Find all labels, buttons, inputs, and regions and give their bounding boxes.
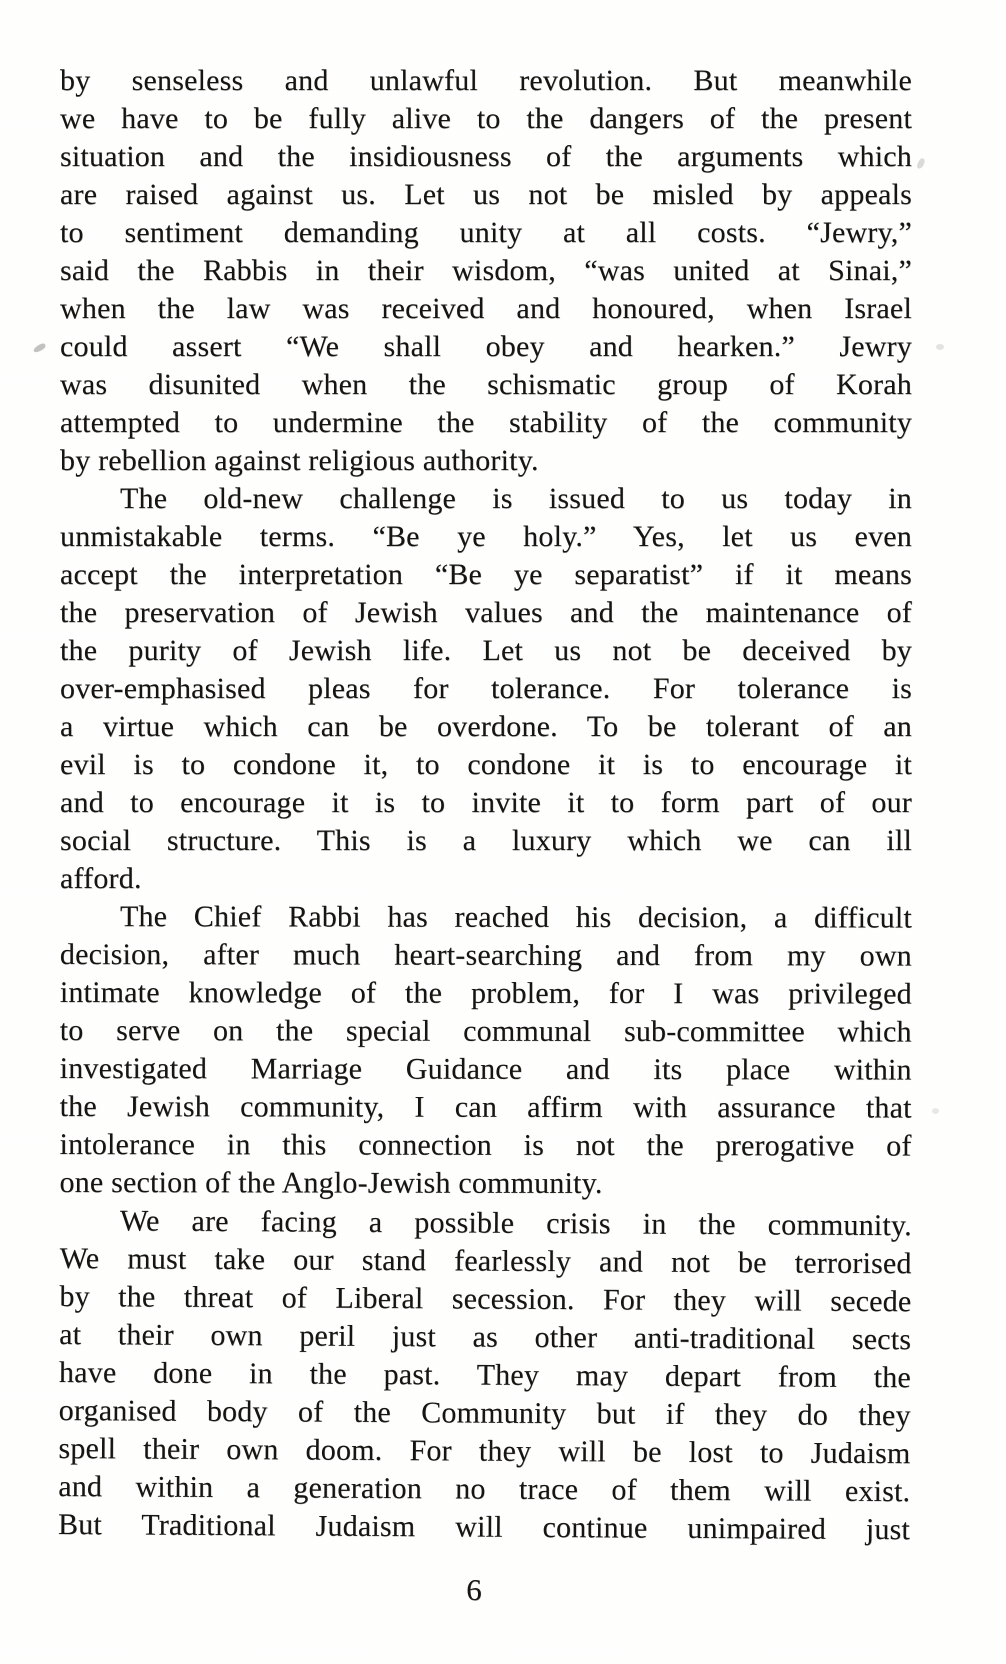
paragraph: [58, 1202, 912, 1549]
text-line: over-emphasised pleas for tolerance. For tolerance is: [60, 672, 912, 705]
text-line: The old-new challenge is issued to us today in: [120, 482, 912, 515]
text-line: we have to be fully alive to the dangers of the present: [60, 102, 912, 135]
text-line: decision, after much heart-searching and from my own: [59, 937, 912, 973]
text-line: organised body of the Community but if they do they: [58, 1393, 911, 1433]
text-line: was disunited when the schismatic group of Korah: [60, 368, 912, 401]
text-line: could assert “We shall obey and hearken.” Jewry: [60, 330, 912, 363]
text-line: situation and the insidiousness of the arguments which: [60, 140, 912, 173]
paragraph: [60, 62, 912, 480]
text-line: We must take our stand fearlessly and not be terrorised: [59, 1241, 912, 1281]
page-number: 6: [466, 1572, 482, 1607]
text-line: the preservation of Jewish values and the maintenance of: [60, 596, 912, 629]
text-line: said the Rabbis in their wisdom, “was united at Sinai,”: [60, 254, 912, 287]
text-line: a virtue which can be overdone. To be tolerant of an: [60, 710, 912, 743]
scan-speck: [916, 157, 926, 169]
text-line: the purity of Jewish life. Let us not be deceived by: [60, 634, 912, 667]
text-line: to sentiment demanding unity at all costs. “Jewry,”: [60, 216, 912, 249]
scan-speck: [936, 344, 944, 350]
text-line: intimate knowledge of the problem, for I was privileged: [59, 975, 912, 1011]
text-line: The Chief Rabbi has reached his decision, a difficult: [119, 900, 912, 935]
text-line: unmistakable terms. “Be ye holy.” Yes, let us even: [60, 520, 912, 553]
text-line: have done in the past. They may depart from the: [58, 1355, 912, 1395]
text-line: when the law was received and honoured, when Israel: [60, 292, 912, 325]
text-line: at their own peril just as other anti-traditional sects: [59, 1317, 912, 1357]
scan-speck: [932, 1108, 939, 1114]
text-line: are raised against us. Let us not be misled by appeals: [60, 178, 912, 211]
text-block: [57, 62, 912, 1547]
text-line: and to encourage it is to invite it to form part of our: [60, 786, 912, 819]
text-line: social structure. This is a luxury which we can ill: [60, 824, 912, 857]
scan-speck: [32, 342, 46, 353]
paragraph: [60, 480, 912, 898]
text-line: spell their own doom. For they will be lost to Judaism: [58, 1431, 911, 1471]
text-line: by rebellion against religious authority.: [60, 444, 539, 477]
paragraph: [59, 898, 912, 1203]
text-line: But Traditional Judaism will continue unimpaired just: [57, 1507, 911, 1547]
text-line: by the threat of Liberal secession. For they will secede: [59, 1279, 912, 1319]
text-line: by senseless and unlawful revolution. But meanwhile: [60, 64, 912, 97]
text-line: afford.: [60, 862, 142, 895]
text-line: attempted to undermine the stability of the community: [60, 406, 912, 439]
text-line: to serve on the special communal sub-committee which: [59, 1013, 912, 1049]
text-line: one section of the Anglo-Jewish community.: [59, 1165, 603, 1200]
text-line: evil is to condone it, to condone it is to encourage it: [60, 748, 912, 781]
text-line: We are facing a possible crisis in the community.: [119, 1204, 912, 1243]
text-line: intolerance in this connection is not the prerogative of: [59, 1127, 912, 1163]
text-line: the Jewish community, I can affirm with assurance that: [59, 1089, 912, 1125]
text-line: and within a generation no trace of them will exist.: [58, 1469, 911, 1509]
text-line: investigated Marriage Guidance and its place within: [59, 1051, 912, 1087]
text-line: accept the interpretation “Be ye separatist” if it means: [60, 558, 912, 591]
